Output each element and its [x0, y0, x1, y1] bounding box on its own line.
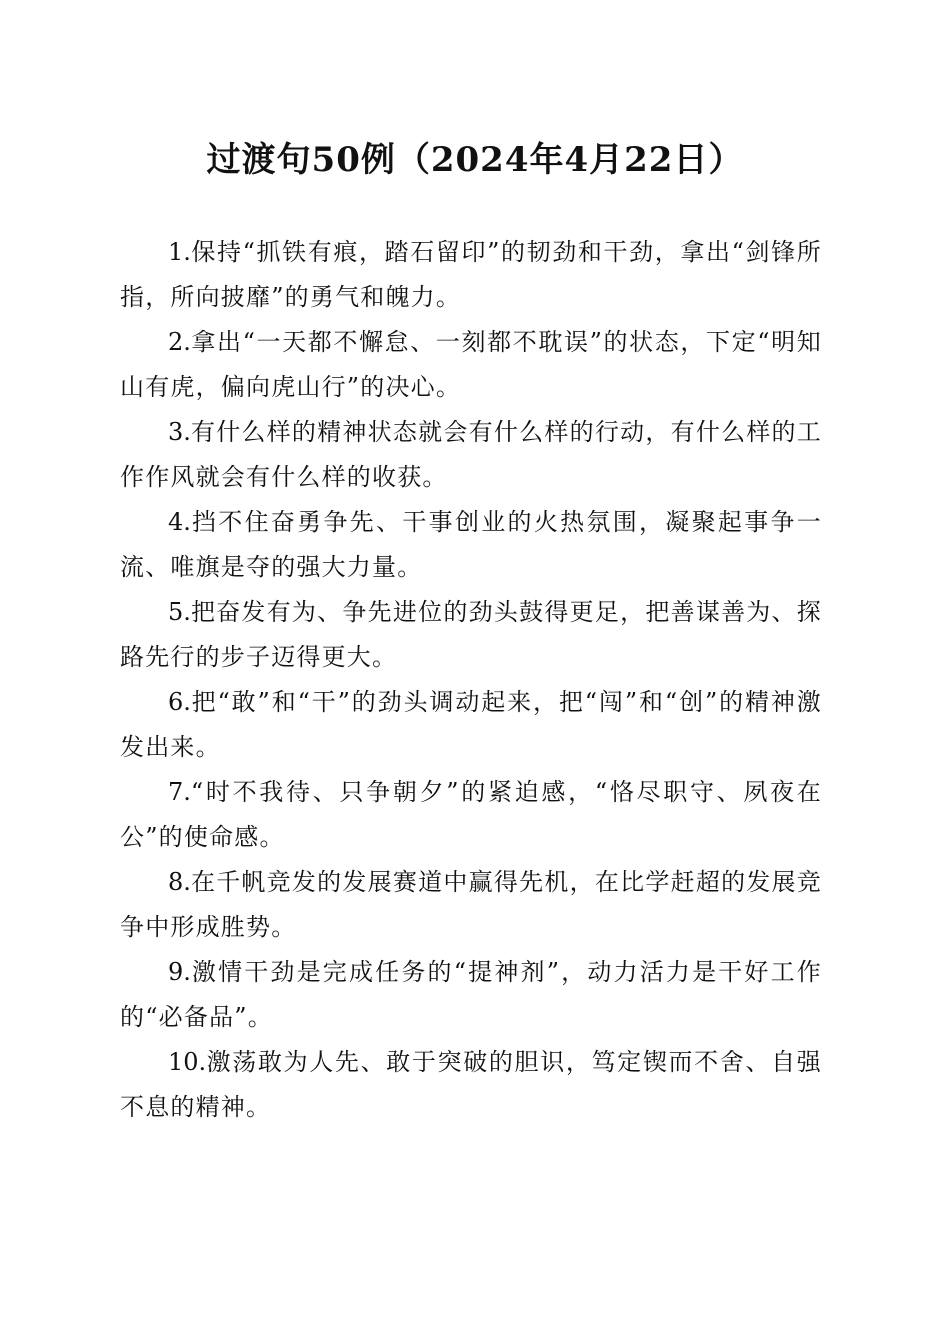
document-body	[120, 230, 822, 1130]
paragraph-text: 把奋发有为、争先进位的劲头鼓得更足，把善谋善为、探路先行的步子迈得更大。	[120, 598, 822, 671]
paragraph-number: 10.	[168, 1048, 207, 1076]
paragraph-text: 保持“抓铁有痕，踏石留印”的韧劲和干劲，拿出“剑锋所指，所向披靡”的勇气和魄力。	[120, 238, 822, 311]
paragraph-number: 4.	[168, 508, 191, 536]
paragraph-number: 6.	[168, 688, 191, 716]
paragraph-number: 7.	[168, 778, 191, 806]
paragraph-text: 有什么样的精神状态就会有什么样的行动，有什么样的工作作风就会有什么样的收获。	[120, 418, 822, 491]
paragraph-text: 把“敢”和“干”的劲头调动起来，把“闯”和“创”的精神激发出来。	[120, 688, 822, 761]
paragraph-number: 2.	[168, 328, 191, 356]
paragraph-3	[120, 410, 822, 500]
paragraph-number: 8.	[168, 868, 191, 896]
paragraph-8	[120, 860, 822, 950]
paragraph-number: 9.	[168, 958, 191, 986]
paragraph-number: 1.	[168, 238, 191, 266]
paragraph-text: 在千帆竞发的发展赛道中赢得先机，在比学赶超的发展竞争中形成胜势。	[120, 868, 822, 941]
paragraph-6	[120, 680, 822, 770]
paragraph-text: 拿出“一天都不懈怠、一刻都不耽误”的状态，下定“明知山有虎，偏向虎山行”的决心。	[120, 328, 822, 401]
paragraph-text: “时不我待、只争朝夕”的紧迫感，“恪尽职守、夙夜在公”的使命感。	[120, 778, 822, 851]
paragraph-10	[120, 1040, 822, 1130]
paragraph-4	[120, 500, 822, 590]
paragraph-5	[120, 590, 822, 680]
paragraph-number: 5.	[168, 598, 191, 626]
paragraph-1	[120, 230, 822, 320]
document-title: 过渡句50例（2024年4月22日）	[206, 140, 744, 180]
paragraph-2	[120, 320, 822, 410]
paragraph-number: 3.	[168, 418, 191, 446]
paragraph-7	[120, 770, 822, 860]
paragraph-9	[120, 950, 822, 1040]
paragraph-text: 激情干劲是完成任务的“提神剂”，动力活力是干好工作的“必备品”。	[120, 958, 822, 1031]
paragraph-text: 激荡敢为人先、敢于突破的胆识，笃定锲而不舍、自强不息的精神。	[120, 1048, 822, 1121]
paragraph-text: 挡不住奋勇争先、干事创业的火热氛围，凝聚起事争一流、唯旗是夺的强大力量。	[120, 508, 822, 581]
